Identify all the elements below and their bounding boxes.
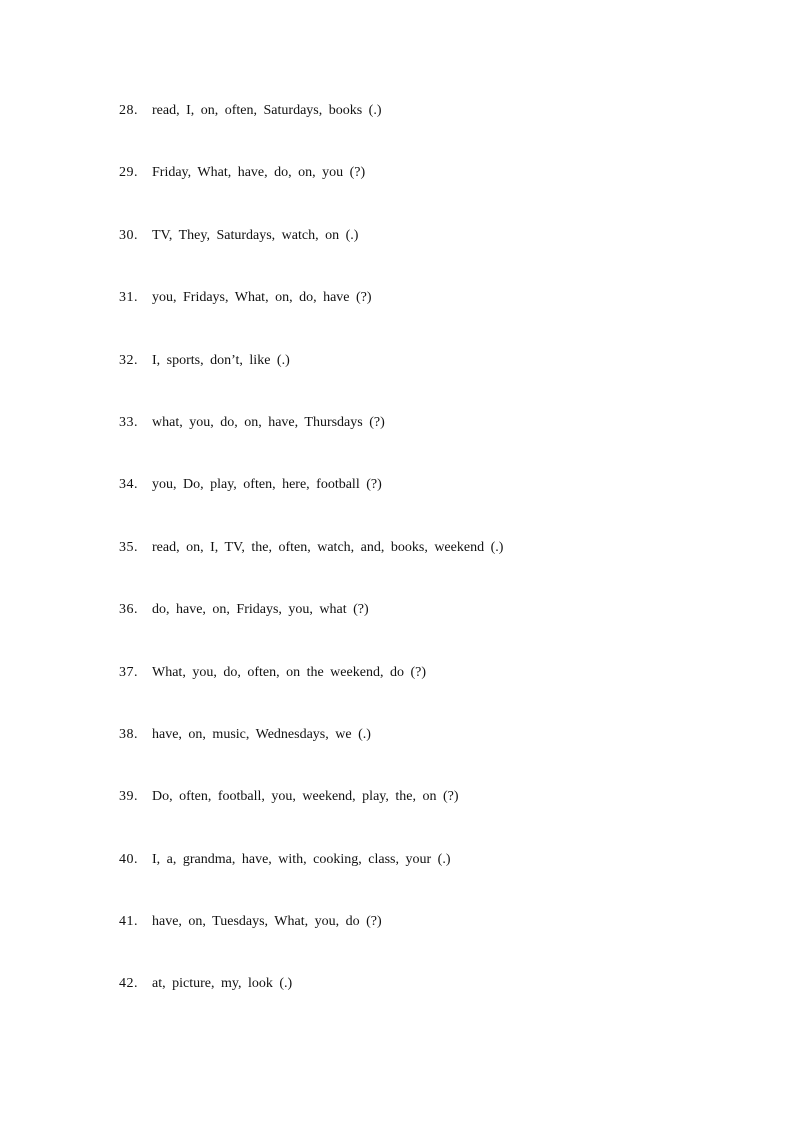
item-number: 32.	[119, 352, 138, 368]
item-number: 41.	[119, 914, 138, 930]
item-words: at, picture, my, look (.)	[152, 976, 293, 992]
item-words: have, on, Tuesdays, What, you, do (?)	[152, 914, 382, 930]
item-number: 40.	[119, 851, 138, 867]
item-number: 42.	[119, 976, 138, 992]
item-words: Do, often, football, you, weekend, play, the, on (?)	[152, 789, 459, 805]
exercise-item	[119, 725, 503, 787]
item-words: what, you, do, on, have, Thursdays (?)	[152, 414, 385, 430]
item-number: 29.	[119, 165, 138, 181]
item-number: 31.	[119, 290, 138, 306]
item-words: I, sports, don’t, like (.)	[152, 352, 290, 368]
exercise-item	[119, 912, 503, 974]
exercise-list	[119, 101, 503, 1037]
item-words: Friday, What, have, do, on, you (?)	[152, 165, 366, 181]
item-words: have, on, music, Wednesdays, we (.)	[152, 726, 371, 742]
exercise-item	[119, 538, 503, 600]
item-words: I, a, grandma, have, with, cooking, class, your (.)	[152, 851, 451, 867]
exercise-item	[119, 413, 503, 475]
item-words: What, you, do, often, on the weekend, do (?)	[152, 664, 426, 680]
item-number: 39.	[119, 789, 138, 805]
item-number: 35.	[119, 539, 138, 555]
item-number: 34.	[119, 477, 138, 493]
item-number: 30.	[119, 227, 138, 243]
exercise-item	[119, 288, 503, 350]
exercise-item	[119, 101, 503, 163]
item-number: 36.	[119, 602, 138, 618]
item-number: 38.	[119, 726, 138, 742]
item-number: 37.	[119, 664, 138, 680]
exercise-item	[119, 351, 503, 413]
exercise-item	[119, 226, 503, 288]
exercise-item	[119, 163, 503, 225]
exercise-item	[119, 475, 503, 537]
exercise-item	[119, 600, 503, 662]
item-number: 33.	[119, 414, 138, 430]
item-words: you, Do, play, often, here, football (?)	[152, 477, 382, 493]
item-words: read, on, I, TV, the, often, watch, and, books, weekend (.)	[152, 539, 504, 555]
exercise-item	[119, 850, 503, 912]
item-words: do, have, on, Fridays, you, what (?)	[152, 602, 369, 618]
item-words: TV, They, Saturdays, watch, on (.)	[152, 227, 359, 243]
item-words: you, Fridays, What, on, do, have (?)	[152, 290, 372, 306]
item-words: read, I, on, often, Saturdays, books (.)	[152, 103, 382, 118]
item-number: 28.	[119, 103, 138, 118]
exercise-item	[119, 787, 503, 849]
exercise-item	[119, 974, 503, 1036]
exercise-item	[119, 663, 503, 725]
